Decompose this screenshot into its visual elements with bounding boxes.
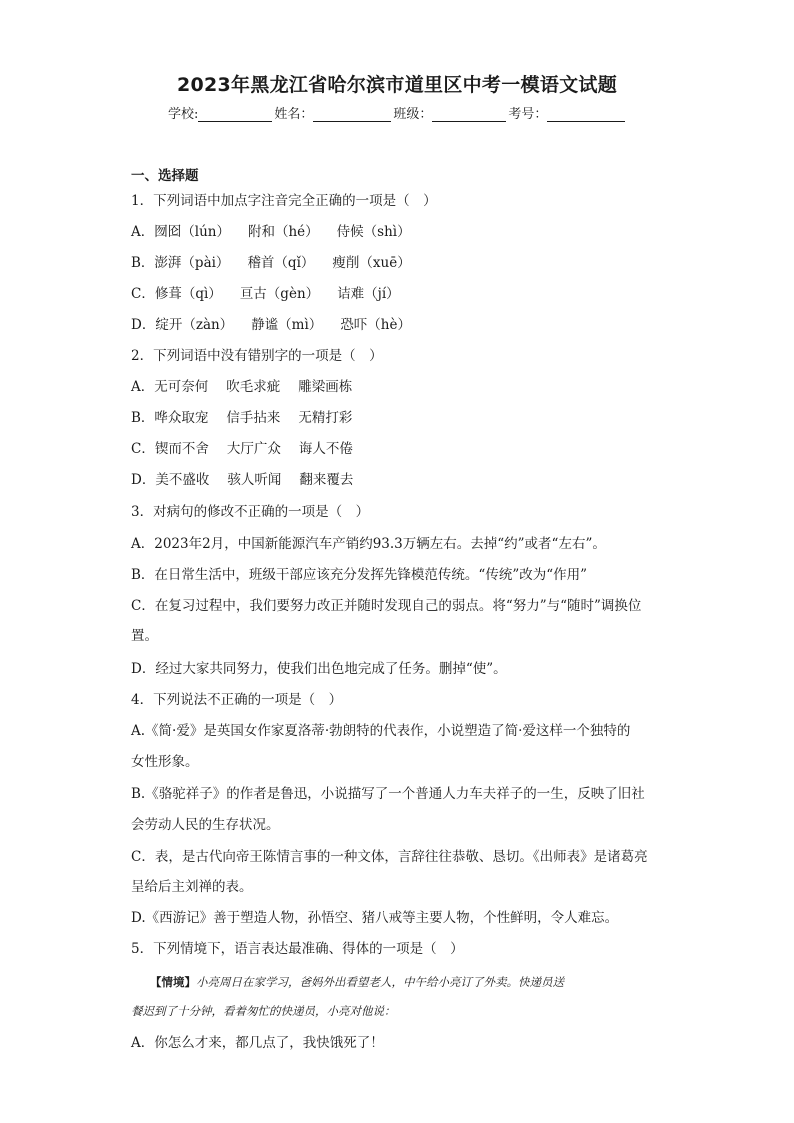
question-4-stem: 4．下列说法不正确的一项是（ ） <box>131 692 343 708</box>
class-blank[interactable] <box>432 107 506 122</box>
name-field <box>274 103 393 122</box>
question-1-option-c[interactable] <box>131 284 671 304</box>
option-label: B． <box>131 410 155 426</box>
option-item: 美不盛收 <box>155 472 210 488</box>
option-label: A． <box>131 379 155 395</box>
scenario-text: 小亮周日在家学习，爸妈外出看望老人，中午给小亮订了外卖。快递员送 <box>196 975 564 989</box>
option-item: 修葺（qì） <box>154 286 222 302</box>
exam-no-label: 考号： <box>508 107 548 122</box>
question-2-option-b[interactable] <box>131 408 671 428</box>
name-label: 姓名： <box>274 107 314 122</box>
option-item: 亘古（gèn） <box>239 286 320 302</box>
option-item: 静谧（mì） <box>251 317 323 333</box>
option-item: 瘦削（xuē） <box>332 255 411 271</box>
question-4-option-c-cont: 呈给后主刘禅的表。 <box>131 879 253 895</box>
scenario-tag: 【情境】 <box>150 975 196 989</box>
question-2-option-c[interactable] <box>131 439 671 459</box>
section-heading: 一、选择题 <box>131 168 199 184</box>
exam-no-blank[interactable] <box>547 107 625 122</box>
option-item: 大厅广众 <box>226 441 281 457</box>
question-3-option-c-cont: 置。 <box>131 628 158 644</box>
question-4-option-d[interactable]: D.《西游记》善于塑造人物，孙悟空、猪八戒等主要人物，个性鲜明，令人难忘。 <box>131 910 619 926</box>
question-5-option-a[interactable]: A．你怎么才来，都几点了，我快饿死了！ <box>131 1035 384 1051</box>
student-info-row <box>168 103 668 122</box>
option-label: D． <box>131 472 156 488</box>
question-3-stem: 3．对病句的修改不正确的一项是（ ） <box>131 504 370 520</box>
question-1-stem: 1．下列词语中加点字注音完全正确的一项是（ ） <box>131 193 437 209</box>
question-3-option-c[interactable]: C．在复习过程中，我们要努力改正并随时发现自己的弱点。将“努力”与“随时”调换位 <box>131 598 642 614</box>
option-item: 锲而不舍 <box>154 441 209 457</box>
option-item: 信手拈来 <box>226 410 281 426</box>
class-label: 班级： <box>393 107 433 122</box>
school-label: 学校: <box>168 107 199 122</box>
question-3-option-b[interactable]: B．在日常生活中，班级干部应该充分发挥先锋模范传统。“传统”改为“作用” <box>131 567 588 583</box>
option-item: 囫囵（lún） <box>154 224 230 240</box>
question-3-option-d[interactable]: D．经过大家共同努力，使我们出色地完成了任务。删掉“使”。 <box>131 661 507 677</box>
school-field <box>168 103 274 122</box>
option-item: 诲人不倦 <box>298 441 353 457</box>
question-2-stem: 2．下列词语中没有错别字的一项是（ ） <box>131 348 383 364</box>
question-4-option-a-cont: 女性形象。 <box>131 754 199 770</box>
option-item: 澎湃（pài） <box>154 255 230 271</box>
question-4-option-c[interactable]: C．表，是古代向帝王陈情言事的一种文体，言辞往往恭敬、恳切。《出师表》是诸葛亮 <box>131 849 648 865</box>
question-4-option-b[interactable]: B.《骆驼祥子》的作者是鲁迅，小说描写了一个普通人力车夫祥子的一生，反映了旧社 <box>131 786 645 802</box>
exam-no-field <box>508 103 627 122</box>
question-4-option-a[interactable]: A.《简·爱》是英国女作家夏洛蒂·勃朗特的代表作，小说塑造了简·爱这样一个独特的 <box>131 723 631 739</box>
question-1-option-b[interactable] <box>131 253 671 273</box>
option-item: 翻来覆去 <box>299 472 354 488</box>
question-5-scenario <box>150 973 670 991</box>
question-2-option-a[interactable] <box>131 377 671 397</box>
option-item: 哗众取宠 <box>154 410 209 426</box>
option-item: 侍候（shì） <box>336 224 411 240</box>
option-label: B． <box>131 255 155 271</box>
class-field <box>393 103 508 122</box>
option-item: 骇人听闻 <box>227 472 282 488</box>
option-label: C． <box>131 441 155 457</box>
question-4-option-b-cont: 会劳动人民的生存状况。 <box>131 817 280 833</box>
name-blank[interactable] <box>313 107 391 122</box>
option-item: 无精打彩 <box>298 410 353 426</box>
option-item: 附和（hé） <box>247 224 319 240</box>
school-blank[interactable] <box>198 107 272 122</box>
option-item: 雕梁画栋 <box>298 379 353 395</box>
option-item: 吹毛求疵 <box>226 379 281 395</box>
option-label: A． <box>131 224 155 240</box>
option-item: 恐吓（hè） <box>340 317 411 333</box>
question-1-option-a[interactable] <box>131 222 671 242</box>
question-2-option-d[interactable] <box>131 470 671 490</box>
option-label: D． <box>131 317 156 333</box>
option-label: C． <box>131 286 155 302</box>
question-1-option-d[interactable] <box>131 315 671 335</box>
question-3-option-a[interactable]: A．2023年2月，中国新能源汽车产销约93.3万辆左右。去掉“约”或者“左右”。 <box>131 536 606 552</box>
question-5-stem: 5．下列情境下，语言表达最准确、得体的一项是（ ） <box>131 941 464 957</box>
page-title: 2023年黑龙江省哈尔滨市道里区中考一模语文试题 <box>176 74 618 96</box>
question-5-scenario-cont: 餐迟到了十分钟，看着匆忙的快递员，小亮对他说： <box>131 1004 396 1018</box>
option-item: 诘难（jí） <box>337 286 400 302</box>
option-item: 稽首（qǐ） <box>247 255 315 271</box>
option-item: 无可奈何 <box>154 379 209 395</box>
option-item: 绽开（zàn） <box>155 317 234 333</box>
